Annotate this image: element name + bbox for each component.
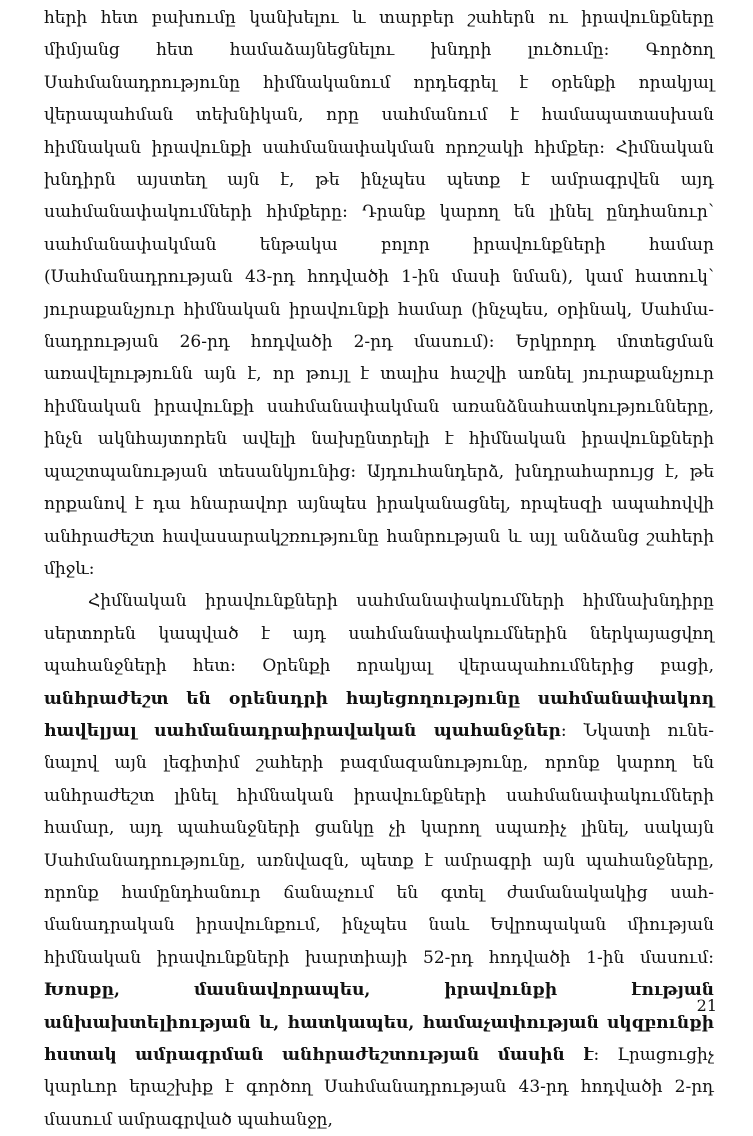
paragraph-restrictions <box>44 585 714 1136</box>
paragraph-1-text: հերի հետ բախումը կանխելու և տարբեր շահերն ու իրավունքները միմյանց հետ համաձայնեցնելու խնդրի լուծումը։ Գործող Սահմանադրությունը հիմնականում որդեգրել է օրենքի որակյալ վերապահման տեխնիկան, որը սահմանում է համապատասխան հիմնական իրավունքի սահմանափակման որոշակի հիմքեր։ Հիմնական խնդիրն այստեղ այն է, թե ինչպես պետք է ամրագրվեն այդ սահմանափակումների հիմքերը։ Դրանք կարող են լինել ընդհանուր՝ սահմանափակման ենթակա բոլոր իրավունքների համար (Սահմանադրության 43-րդ հոդվածի 1-ին մասի նման), կամ հատուկ՝ յուրաքանչյուր հիմնական իրավունքի համար (ինչպես, օրինակ, Սահմանադրության 26-րդ հոդվածի 2-րդ մասում)։ Երկրորդ մոտեցման առավելությունն այն է, որ թույլ է տալիս հաշվի առնել յուրաքանչյուր հիմնական իրավունքի սահմանափակման առանձնահատկությունները, ինչն ակնհայտորեն ավելի նախընտրելի է հիմնական իրավունքների պաշտպանության տեսանկյունից։ Այդուհանդերձ, խնդրահարույց է, թե որքանով է դա հնարավոր այնպես իրականացնել, որպեսզի ապահովվի անհրաժեշտ հավասարակշռությունը հանրության և այլ անձանց շահերի միջև։ <box>44 8 714 579</box>
paragraph-continued <box>44 2 714 585</box>
paragraph-2-bold-b: Խոսքը, մասնավորապես, իրավունքի էության անխախտելիության և, հատկապես, համաչափության սկզբունքի հստակ ամրագրման անհրաժեշտության մասին է <box>44 980 714 1065</box>
paragraph-2-text-b: ։ Նկատի ունենալով այն լեգիտիմ շահերի բազմազանությունը, որոնք կարող են անհրաժեշտ լինել հիմնական իրավունքների սահմանափակումների համար, այդ պահանջների ցանկը չի կարող սպառիչ լինել, սակայն Սահմանադրությունը, առնվազն, պետք է ամրագրի այն պահանջները, որոնք համընդհանուր ճանաչում են գտել ժամանակակից սահմանադրական իրավունքում, ինչպես նաև Եվրոպական միության հիմնական իրավունքների խարտիայի 52-րդ հոդվածի 1-ին մասում։ <box>44 720 714 968</box>
paragraph-2-text-a: Հիմնական իրավունքների սահմանափակումների հիմնախնդիրը սերտորեն կապված է այդ սահմանափակումներին ներկայացվող պահանջների հետ։ Օրենքի որակյալ վերապահումներից բացի, <box>44 591 714 677</box>
document-page <box>44 2 714 1136</box>
paragraph-2-text-c: ։ Լրացուցիչ կարևոր երաշխիք է գործող Սահմանադրության 43-րդ հոդվածի 2-րդ մասում ամրագրված պահանջը, <box>44 1045 715 1130</box>
page-number: 21 <box>696 996 717 1015</box>
paragraph-2-bold-a: անհրաժեշտ են օրենսդրի հայեցողությունը սահմանափակող հավելյալ սահմանադրաիրավական պահանջներ <box>44 688 714 741</box>
